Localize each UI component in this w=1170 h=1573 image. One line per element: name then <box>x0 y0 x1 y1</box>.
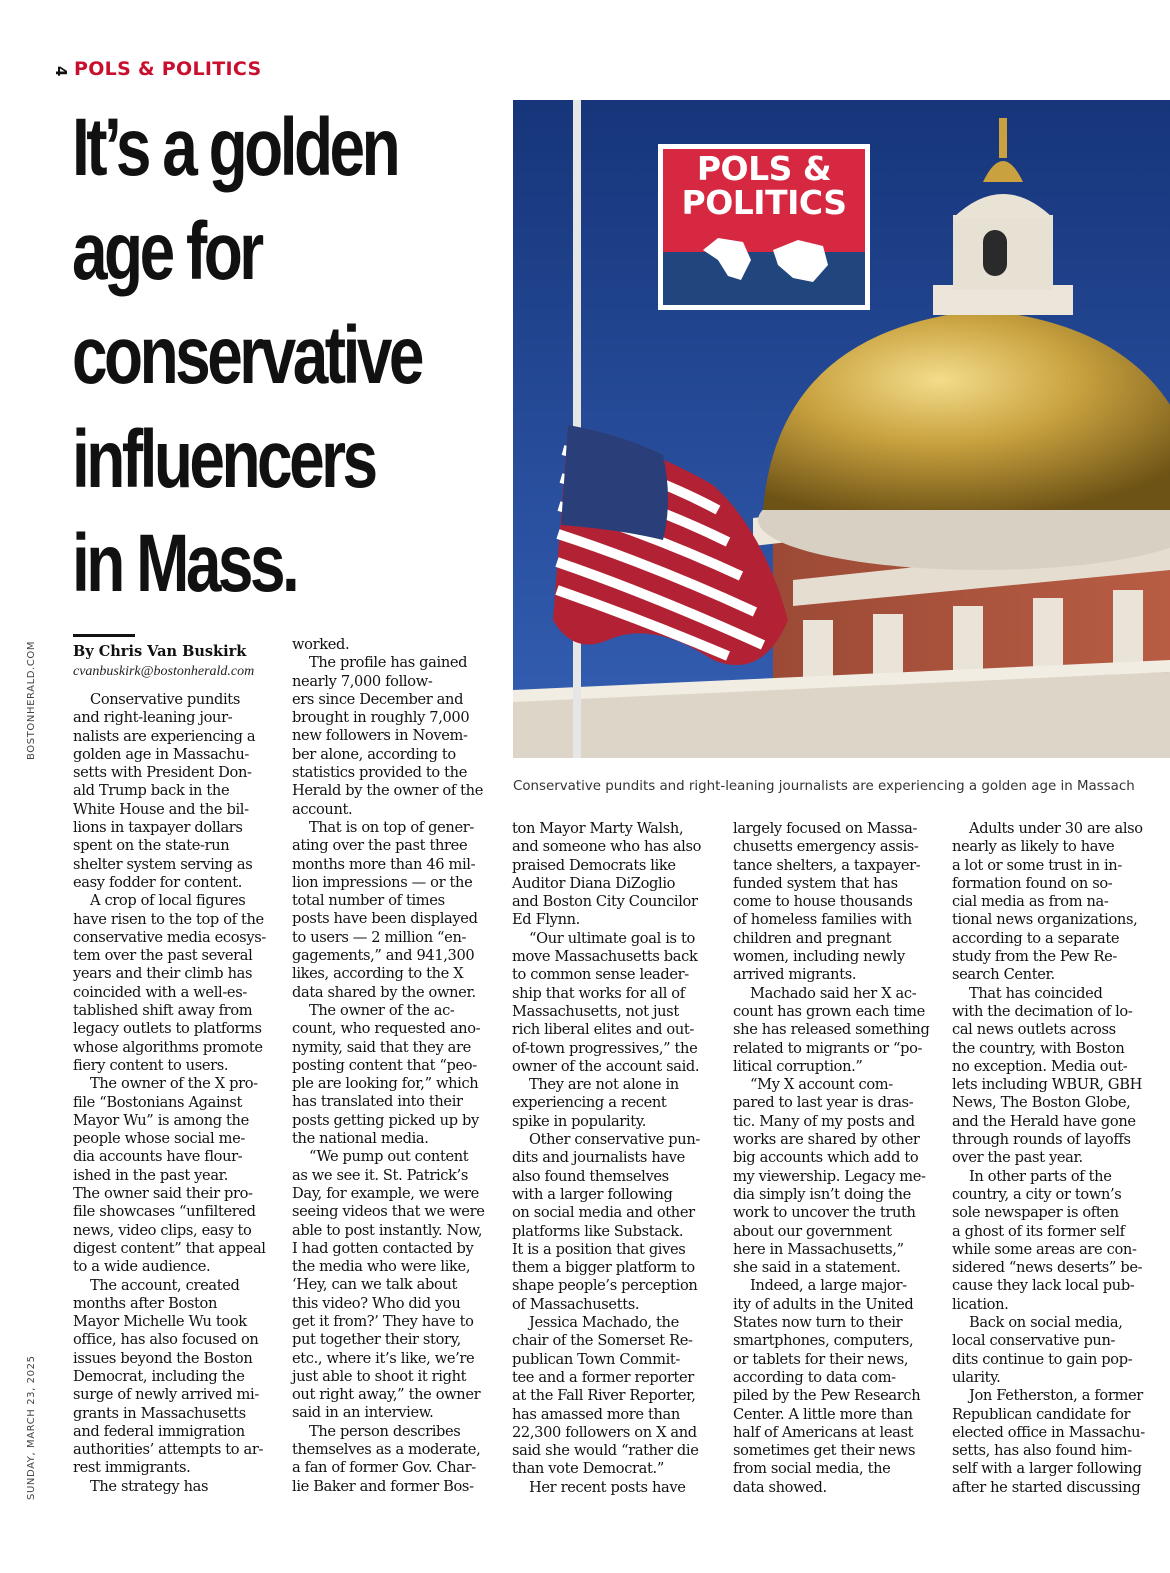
article-line: shape people’s perception <box>512 1277 698 1295</box>
article-line: platforms like Substack. <box>512 1222 684 1240</box>
state-house-photo[interactable] <box>513 100 1170 758</box>
article-line: Back on social media, <box>969 1314 1123 1332</box>
article-line: office, has also focused on <box>73 1331 259 1349</box>
section-label[interactable]: POLS & POLITICS <box>74 58 262 80</box>
article-column-3 <box>512 820 718 1497</box>
article-line: “Our ultimate goal is to <box>529 929 695 947</box>
article-line: no exception. Media out- <box>952 1057 1128 1075</box>
article-line: lication. <box>952 1295 1009 1313</box>
article-line: data shared by the owner. <box>292 983 476 1001</box>
article-line: tee and a former reporter <box>512 1368 694 1386</box>
article-line: grants in Massachusetts <box>73 1404 246 1422</box>
article-line: ‘Hey, can we talk about <box>292 1276 458 1294</box>
article-line: count, who requested ano- <box>292 1020 481 1038</box>
article-line: etc., where it’s like, we’re <box>292 1349 475 1367</box>
article-line: posts have been displayed <box>292 910 478 928</box>
article-line: likes, according to the X <box>292 965 464 983</box>
article-line: and federal immigration <box>73 1422 245 1440</box>
article-line: States now turn to their <box>733 1314 903 1332</box>
article-line: and someone who has also <box>512 838 702 856</box>
article-line: arrived migrants. <box>733 966 857 984</box>
article-line: search Center. <box>952 966 1055 984</box>
article-line: to users — 2 million “en- <box>292 928 467 946</box>
article-line: children and pregnant <box>733 929 892 947</box>
article-line: months more than 46 mil- <box>292 855 476 873</box>
article-line: That is on top of gener- <box>309 818 474 836</box>
article-line: Jessica Machado, the <box>529 1314 679 1332</box>
article-line: tic. Many of my posts and <box>733 1112 915 1130</box>
article-line: dits and journalists have <box>512 1149 685 1167</box>
article-line: chair of the Somerset Re- <box>512 1332 693 1350</box>
article-line: The strategy has <box>90 1477 209 1495</box>
byline-rule <box>73 634 135 637</box>
article-line: nearly as likely to have <box>952 838 1115 856</box>
article-line: That has coincided <box>969 984 1103 1002</box>
article-line: move Massachusetts back <box>512 948 698 966</box>
article-line: local conservative pun- <box>952 1332 1116 1350</box>
article-line: Mayor Michelle Wu took <box>73 1313 247 1331</box>
article-line: a ghost of its former self <box>952 1222 1125 1240</box>
article-line: I had gotten contacted by <box>292 1239 474 1257</box>
article-line: self with a larger following <box>952 1460 1142 1478</box>
article-line: Herald by the owner of the <box>292 782 484 800</box>
article-line: file showcases “unfiltered <box>73 1203 256 1221</box>
article-line: cal news outlets across <box>952 1021 1116 1039</box>
article-line: she said in a statement. <box>733 1259 901 1277</box>
article-line: Day, for example, we were <box>292 1184 479 1202</box>
article-line: lie Baker and former Bos- <box>292 1477 474 1495</box>
article-line: study from the Pew Re- <box>952 948 1117 966</box>
pols-politics-logo <box>663 149 865 222</box>
side-date: SUNDAY, MARCH 23, 2025 <box>26 1355 37 1500</box>
article-line: ple are looking for,” which <box>292 1075 479 1093</box>
article-line: total number of times <box>292 892 445 910</box>
article-line: digest content” that appeal <box>73 1239 266 1257</box>
article-line: and the Herald have gone <box>952 1112 1136 1130</box>
article-line: said in an interview. <box>292 1404 434 1422</box>
article-line: tablished shift away from <box>73 1002 253 1020</box>
article-line: owner of the account said. <box>512 1057 700 1075</box>
article-line: sole newspaper is often <box>952 1204 1119 1222</box>
article-line: here in Massachusetts,” <box>733 1240 904 1258</box>
article-line: Mayor Wu” is among the <box>73 1111 249 1129</box>
article-line: sidered “news deserts” be- <box>952 1259 1143 1277</box>
article-line: has amassed more than <box>512 1405 680 1423</box>
article-line: spike in popularity. <box>512 1112 647 1130</box>
article-line: nearly 7,000 follow- <box>292 672 433 690</box>
article-line: data showed. <box>733 1478 827 1496</box>
article-line: also found themselves <box>512 1167 669 1185</box>
article-line: lets including WBUR, GBH <box>952 1076 1142 1094</box>
article-line: Her recent posts have <box>529 1478 686 1496</box>
headline-line: influencers <box>72 414 375 505</box>
article-line: through rounds of layoffs <box>952 1131 1131 1149</box>
article-line: dia simply isn’t doing the <box>733 1185 911 1203</box>
article-line: Jon Fetherston, a former <box>969 1387 1143 1405</box>
article-line: put together their story, <box>292 1331 461 1349</box>
article-line: publican Town Commit- <box>512 1350 680 1368</box>
article-line: Adults under 30 are also <box>969 820 1143 837</box>
article-line: ship that works for all of <box>512 984 685 1002</box>
article-line: The account, created <box>90 1276 240 1294</box>
article-line: a fan of former Gov. Char- <box>292 1459 476 1477</box>
article-line: big accounts which add to <box>733 1149 919 1167</box>
article-line: account. <box>292 800 353 818</box>
article-line: authorities’ attempts to ar- <box>73 1441 264 1459</box>
article-line: Indeed, a large major- <box>750 1277 907 1295</box>
article-line: Other conservative pun- <box>529 1131 700 1149</box>
article-line: have risen to the top of the <box>73 910 264 928</box>
article-line: lion impressions — or the <box>292 873 473 891</box>
article-line: months after Boston <box>73 1294 218 1312</box>
article-line: seeing videos that we were <box>292 1203 485 1221</box>
article-line: pared to last year is dras- <box>733 1094 914 1112</box>
article-line: country, a city or town’s <box>952 1185 1122 1203</box>
article-line: conservative media ecosys- <box>73 928 266 946</box>
article-line: years and their climb has <box>73 965 253 983</box>
article-line: after he started discussing <box>952 1478 1141 1496</box>
article-line: ished in the past year. <box>73 1166 228 1184</box>
article-line: worked. <box>292 636 350 653</box>
page-number: 4 <box>52 66 70 77</box>
article-line: Democrat, including the <box>73 1367 245 1385</box>
article-line: count has grown each time <box>733 1002 925 1020</box>
article-line: It is a position that gives <box>512 1240 686 1258</box>
article-line: themselves as a moderate, <box>292 1441 481 1459</box>
article-line: works are shared by other <box>733 1131 920 1149</box>
article-line: experiencing a recent <box>512 1094 667 1112</box>
article-line: golden age in Massachu- <box>73 745 250 763</box>
article-line: news, video clips, easy to <box>73 1221 252 1239</box>
article-line: she has released something <box>733 1021 930 1039</box>
article-line: elected office in Massachu- <box>952 1423 1145 1441</box>
article-line: News, The Boston Globe, <box>952 1094 1131 1112</box>
article-line: with the decimation of lo- <box>952 1002 1133 1020</box>
article-line: tional news organizations, <box>952 911 1138 929</box>
article-line: posts getting picked up by <box>292 1111 479 1129</box>
article-line: at the Fall River Reporter, <box>512 1387 696 1405</box>
article-line: The owner said their pro- <box>73 1185 253 1203</box>
article-line: ating over the past three <box>292 837 468 855</box>
article-line: a lot or some trust in in- <box>952 856 1122 874</box>
article-line: or tablets for their news, <box>733 1350 909 1368</box>
article-line: according to a separate <box>952 929 1120 947</box>
article-line: dia accounts have flour- <box>73 1148 243 1166</box>
article-line: while some areas are con- <box>952 1240 1137 1258</box>
article-line: Republican candidate for <box>952 1405 1131 1423</box>
article-line: whose algorithms promote <box>73 1038 263 1056</box>
article-line: on social media and other <box>512 1204 695 1222</box>
article-line: rich liberal elites and out- <box>512 1021 695 1039</box>
article-line: and right-leaning jour- <box>73 709 233 727</box>
article-line: just able to shoot it right <box>292 1367 467 1385</box>
article-line: Ed Flynn. <box>512 911 580 929</box>
article-line: sometimes get their news <box>733 1442 916 1460</box>
article-line: lions in taxpayer dollars <box>73 819 243 837</box>
article-line: of Massachusetts. <box>512 1295 640 1313</box>
article-line: come to house thousands <box>733 893 913 911</box>
article-line: dits continue to gain pop- <box>952 1350 1133 1368</box>
article-line: formation found on so- <box>952 874 1113 892</box>
article-line: ald Trump back in the <box>73 782 230 800</box>
side-url[interactable]: BOSTONHERALD.COM <box>26 640 37 760</box>
byline: By Chris Van Buskirk <box>73 643 247 660</box>
article-line: people whose social me- <box>73 1130 245 1148</box>
article-line: to a wide audience. <box>73 1258 211 1276</box>
article-line: tem over the past several <box>73 947 253 965</box>
article-line: half of Americans at least <box>733 1423 914 1441</box>
article-line: tance shelters, a taxpayer- <box>733 856 921 874</box>
article-line: They are not alone in <box>529 1076 679 1094</box>
article-line: litical corruption.” <box>733 1057 863 1075</box>
article-line: 22,300 followers on X and <box>512 1423 697 1441</box>
article-line: Auditor Diana DiZoglio <box>512 874 676 892</box>
article-line: ularity. <box>952 1368 1001 1386</box>
article-line: ers since December and <box>292 690 464 708</box>
article-line: The owner of the X pro- <box>90 1075 258 1093</box>
article-line: nalists are experiencing a <box>73 727 256 745</box>
article-line: the national media. <box>292 1130 429 1148</box>
author-email[interactable]: cvanbuskirk@bostonherald.com <box>73 664 255 679</box>
article-line: posting content that “peo- <box>292 1056 477 1074</box>
article-line: of homeless families with <box>733 911 912 929</box>
headline-line: It’s a golden <box>72 102 398 193</box>
article-line: spent on the state-run <box>73 837 230 855</box>
article-line: and Boston City Councilor <box>512 893 698 911</box>
article-line: Center. A little more than <box>733 1405 913 1423</box>
article-line: able to post instantly. Now, <box>292 1221 483 1239</box>
article-line: The owner of the ac- <box>309 1001 455 1019</box>
headline-line: age for <box>72 206 261 297</box>
article-line: of-town progressives,” the <box>512 1039 698 1057</box>
article-line: largely focused on Massa- <box>733 820 918 837</box>
logo-line: POLITICS <box>681 183 847 222</box>
article-line: than vote Democrat.” <box>512 1460 664 1478</box>
article-line: funded system that has <box>733 874 898 892</box>
article-line: smartphones, computers, <box>733 1332 914 1350</box>
article-line: according to data com- <box>733 1368 896 1386</box>
article-line: women, including newly <box>733 948 905 966</box>
article-line: the country, with Boston <box>952 1039 1125 1057</box>
article-line: surge of newly arrived mi- <box>73 1386 259 1404</box>
article-line: issues beyond the Boston <box>73 1349 253 1367</box>
headline-line: in Mass. <box>72 518 297 609</box>
article-line: shelter system serving as <box>73 855 253 873</box>
article-line: “My X account com- <box>750 1076 893 1094</box>
article-line: piled by the Pew Research <box>733 1387 921 1405</box>
article-line: out right away,” the owner <box>292 1386 481 1404</box>
article-line: setts, has also found him- <box>952 1442 1132 1460</box>
article-line: Massachusetts, not just <box>512 1002 679 1020</box>
article-line: chusetts emergency assis- <box>733 838 919 856</box>
article-line: has translated into their <box>292 1093 463 1111</box>
article-line: White House and the bil- <box>73 800 249 818</box>
article-line: them a bigger platform to <box>512 1259 695 1277</box>
article-line: cial media as from na- <box>952 893 1109 911</box>
article-line: this video? Who did you <box>292 1294 461 1312</box>
article-line: fiery content to users. <box>73 1056 229 1074</box>
article-line: gagements,” and 941,300 <box>292 947 475 965</box>
article-line: Conservative pundits <box>90 691 240 708</box>
article-line: about our government <box>733 1222 892 1240</box>
article-line: new followers in Novem- <box>292 727 468 745</box>
article-line: the media who were like, <box>292 1258 471 1276</box>
article-line: get it from?’ They have to <box>292 1312 474 1330</box>
headline-line: conservative <box>72 310 421 401</box>
article-line: A crop of local figures <box>90 892 246 910</box>
article-line: ity of adults in the United <box>733 1295 914 1313</box>
article-line: rest immigrants. <box>73 1459 191 1477</box>
article-line: praised Democrats like <box>512 856 676 874</box>
article-line: The profile has gained <box>309 654 468 672</box>
article-line: cause they lack local pub- <box>952 1277 1135 1295</box>
article-line: with a larger following <box>512 1185 673 1203</box>
article-line: The person describes <box>309 1422 461 1440</box>
article-column-5 <box>952 820 1158 1497</box>
article-line: file “Bostonians Against <box>73 1093 243 1111</box>
article-line: Machado said her X ac- <box>750 984 917 1002</box>
article-line: ber alone, according to <box>292 745 456 763</box>
photo-caption: Conservative pundits and right-leaning journalists are experiencing a golden age in Massach <box>513 779 1135 794</box>
article-line: ton Mayor Marty Walsh, <box>512 820 684 837</box>
article-line: coincided with a well-es- <box>73 983 247 1001</box>
article-line: related to migrants or “po- <box>733 1039 923 1057</box>
article-line: said she would “rather die <box>512 1442 699 1460</box>
article-line: legacy outlets to platforms <box>73 1020 262 1038</box>
article-line: setts with President Don- <box>73 764 252 782</box>
article-line: statistics provided to the <box>292 764 467 782</box>
article-line: over the past year. <box>952 1149 1083 1167</box>
logo-line: POLS & <box>696 149 832 188</box>
article-line: brought in roughly 7,000 <box>292 709 470 727</box>
article-column-1 <box>73 691 279 1496</box>
article-column-4 <box>733 820 939 1497</box>
article-line: nymity, said that they are <box>292 1038 471 1056</box>
article-line: work to uncover the truth <box>733 1204 916 1222</box>
headline <box>72 96 421 616</box>
article-line: to common sense leader- <box>512 966 689 984</box>
article-column-2 <box>292 636 498 1496</box>
article-line: easy fodder for content. <box>73 873 242 891</box>
article-line: as we see it. St. Patrick’s <box>292 1166 469 1184</box>
article-line: my viewership. Legacy me- <box>733 1167 926 1185</box>
article-line: “We pump out content <box>309 1148 469 1166</box>
article-line: from social media, the <box>733 1460 891 1478</box>
article-line: In other parts of the <box>969 1167 1112 1185</box>
